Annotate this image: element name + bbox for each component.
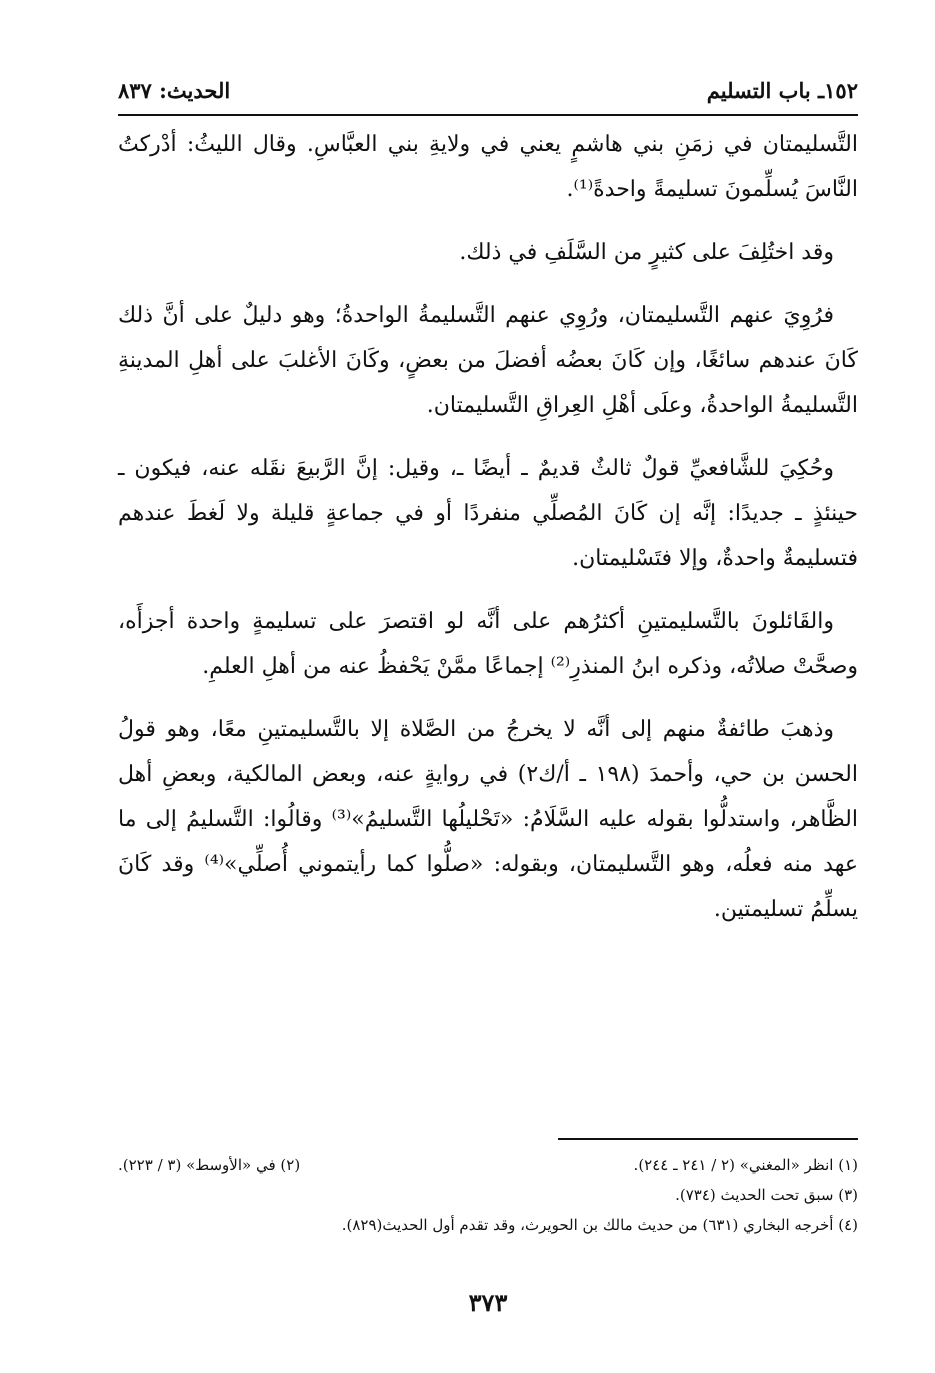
footnote-4: (٤) أخرجه البخاري (٦٣١) من حديث مالك بن الحويرث، وقد تقدم أول الحديث(٨٢٩). (341, 1216, 858, 1234)
footnote-3: (٣) سبق تحت الحديث (٧٣٤). (675, 1186, 858, 1204)
footnote-1: (١) انظر «المغني» (٢ / ٢٤١ ـ ٢٤٤). (633, 1156, 858, 1174)
footnotes (118, 1150, 858, 1240)
main-text (118, 122, 858, 950)
paragraph: وحُكِيَ للشَّافعيِّ قولٌ ثالثٌ قديمٌ ـ أيضًا ـ، وقيل: إنَّ الرَّبيعَ نقَله عنه، فيكون ـ حينئذٍ ـ جديدًا: إنَّه إن كَانَ المُصلِّي منفردًا أو في جماعةٍ قليلة ولا لَغطَ عندهم فتسليمةٌ واحدةٌ، وإلا فتَسْليمتان. (118, 456, 858, 571)
header-rule (118, 114, 858, 116)
paragraph: والقَائلونَ بالتَّسليمتينِ أكثرُهم على أنَّه لو اقتصرَ على تسليمةٍ واحدة أجزأَه، وصحَّتْ صلاتُه، وذكره ابنُ المنذرِ⁽²⁾ إجماعًا ممَّنْ يَحْفظُ عنه من أهلِ العلمِ. (118, 609, 858, 679)
chapter-title: ١٥٢ـ باب التسليم (706, 77, 858, 103)
paragraph: فرُوِيَ عنهم التَّسليمتان، ورُوِي عنهم التَّسليمةُ الواحدةُ؛ وهو دليلٌ على أنَّ ذلك كَانَ عندهم سائغًا، وإن كَانَ بعضُه أفضلَ من بعضٍ، وكَانَ الأغلبَ على أهلِ المدينةِ التَّسليمةُ الواحدةُ، وعلَى أهْلِ العِراقِ التَّسليمتان. (118, 303, 858, 418)
paragraph: وذهبَ طائفةٌ منهم إلى أنَّه لا يخرجُ من الصَّلاة إلا بالتَّسليمتينِ معًا، وهو قولُ الحسن بن حي، وأحمدَ (١٩٨ ـ أ/ك٢) في روايةٍ عنه، وبعض المالكية، وبعضِ أهل الظَّاهر، واستدلُّوا بقوله عليه السَّلَامُ: «تَحْليلُها التَّسليمُ»⁽³⁾ وقالُوا: التَّسليمُ إلى ما عهد منه فعلُه، وهو التَّسليمتان، وبقوله: «صلُّوا كما رأيتموني أُصلِّي»⁽⁴⁾ وقد كَانَ يسلِّمُ تسليمتين. (118, 717, 858, 922)
paragraph: التَّسليمتان في زمَنِ بني هاشمٍ يعني في ولايةِ بني العبَّاسِ. وقال الليثُ: أدْركتُ النَّاسَ يُسلِّمونَ تسليمةً واحدةً⁽¹⁾. (118, 132, 858, 202)
paragraph: وقد اختُلِفَ على كثيرٍ من السَّلَفِ في ذلك. (459, 240, 834, 265)
footnote-rule (558, 1138, 858, 1140)
running-header (118, 70, 858, 110)
footnote-2: (٢) في «الأوسط» (٣ / ٢٢٣). (118, 1156, 301, 1174)
footnote-row (118, 1150, 858, 1180)
page-number: ٣٧٣ (468, 1288, 508, 1317)
hadith-number: الحديث: ٨٣٧ (118, 77, 231, 103)
book-page (118, 70, 858, 1350)
